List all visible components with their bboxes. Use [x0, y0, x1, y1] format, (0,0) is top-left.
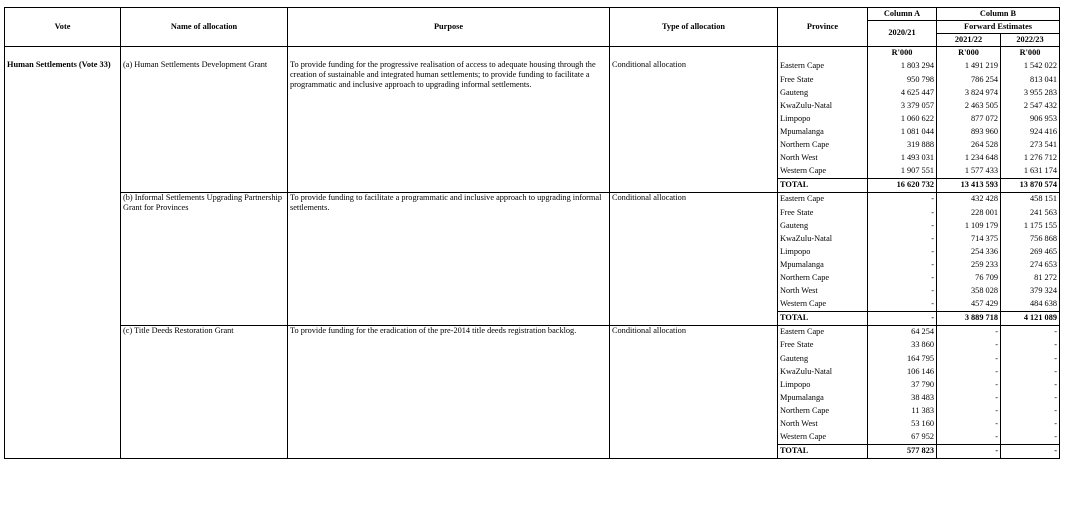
value-2020-21: - [868, 298, 937, 312]
header-forward-estimates: Forward Estimates [937, 21, 1060, 34]
value-2020-21: - [868, 232, 937, 245]
province-name: North West [778, 418, 868, 431]
province-name: Mpumalanga [778, 258, 868, 271]
value-2022-23: 924 416 [1001, 125, 1060, 138]
province-name: Free State [778, 206, 868, 219]
province-name: Limpopo [778, 112, 868, 125]
header-province: Province [778, 8, 868, 47]
header-vote: Vote [5, 8, 121, 47]
province-name: Gauteng [778, 352, 868, 365]
value-2021-22: 358 028 [937, 285, 1001, 298]
province-name: Northern Cape [778, 139, 868, 152]
value-2022-23: 269 465 [1001, 245, 1060, 258]
value-2022-23: 273 541 [1001, 139, 1060, 152]
province-name: Mpumalanga [778, 125, 868, 138]
value-2022-23: 1 631 174 [1001, 165, 1060, 179]
value-2020-21: 64 254 [868, 325, 937, 339]
unit-label: R'000 [1001, 47, 1060, 61]
value-2020-21: 37 790 [868, 378, 937, 391]
province-name: Northern Cape [778, 404, 868, 417]
value-2020-21: 33 860 [868, 339, 937, 352]
allocation-name: (b) Informal Settlements Upgrading Partnership Grant for Provinces [121, 192, 288, 325]
value-2022-23: 756 868 [1001, 232, 1060, 245]
value-2022-23: 1 542 022 [1001, 60, 1060, 73]
allocation-purpose: To provide funding to facilitate a programmatic and inclusive approach to upgrading informal settlements. [288, 192, 610, 325]
value-2022-23: 1 276 712 [1001, 152, 1060, 165]
province-name: Western Cape [778, 431, 868, 445]
value-2022-23: - [1001, 325, 1060, 339]
value-2021-22: - [937, 339, 1001, 352]
province-name: Gauteng [778, 86, 868, 99]
value-2021-22: 2 463 505 [937, 99, 1001, 112]
value-2021-22: 877 072 [937, 112, 1001, 125]
province-name: Eastern Cape [778, 60, 868, 73]
allocation-type: Conditional allocation [610, 192, 778, 325]
province-name: North West [778, 152, 868, 165]
value-2022-23: 458 151 [1001, 192, 1060, 206]
value-2021-22: 3 889 718 [937, 311, 1001, 325]
value-2021-22: 457 429 [937, 298, 1001, 312]
value-2021-22: 1 234 648 [937, 152, 1001, 165]
value-2022-23: 813 041 [1001, 73, 1060, 86]
value-2022-23: - [1001, 404, 1060, 417]
value-2022-23: 906 953 [1001, 112, 1060, 125]
value-2022-23: - [1001, 365, 1060, 378]
allocation-table [4, 7, 1060, 459]
value-2020-21: 67 952 [868, 431, 937, 445]
province-name: Western Cape [778, 165, 868, 179]
province-name: Eastern Cape [778, 325, 868, 339]
allocation-purpose: To provide funding for the eradication of the pre-2014 title deeds registration backlog. [288, 325, 610, 458]
value-2020-21: - [868, 245, 937, 258]
province-name: North West [778, 285, 868, 298]
value-2021-22: - [937, 404, 1001, 417]
unit-label: R'000 [868, 47, 937, 61]
value-2022-23: 13 870 574 [1001, 178, 1060, 192]
value-2022-23: - [1001, 352, 1060, 365]
value-2021-22: - [937, 365, 1001, 378]
value-2021-22: 259 233 [937, 258, 1001, 271]
province-name: Gauteng [778, 219, 868, 232]
header-year-2020-21: 2020/21 [868, 21, 937, 47]
value-2021-22: 3 824 974 [937, 86, 1001, 99]
value-2020-21: 1 060 622 [868, 112, 937, 125]
value-2022-23: 1 175 155 [1001, 219, 1060, 232]
units-row [5, 47, 1060, 61]
value-2020-21: 1 081 044 [868, 125, 937, 138]
value-2022-23: 379 324 [1001, 285, 1060, 298]
value-2021-22: - [937, 325, 1001, 339]
value-2020-21: 319 888 [868, 139, 937, 152]
value-2021-22: 13 413 593 [937, 178, 1001, 192]
header-column-a: Column A [868, 8, 937, 21]
value-2020-21: 1 907 551 [868, 165, 937, 179]
province-row [5, 192, 1060, 206]
unit-label: R'000 [937, 47, 1001, 61]
value-2022-23: - [1001, 444, 1060, 458]
value-2020-21: - [868, 206, 937, 219]
allocation-type: Conditional allocation [610, 325, 778, 458]
value-2022-23: 484 638 [1001, 298, 1060, 312]
province-name: Free State [778, 73, 868, 86]
allocation-type: Conditional allocation [610, 60, 778, 192]
value-2020-21: - [868, 285, 937, 298]
value-2022-23: - [1001, 418, 1060, 431]
value-2020-21: 1 493 031 [868, 152, 937, 165]
value-2020-21: - [868, 272, 937, 285]
total-label: TOTAL [778, 311, 868, 325]
value-2021-22: 254 336 [937, 245, 1001, 258]
value-2020-21: 950 798 [868, 73, 937, 86]
province-name: Free State [778, 339, 868, 352]
value-2022-23: - [1001, 339, 1060, 352]
allocation-name: (a) Human Settlements Development Grant [121, 60, 288, 192]
total-label: TOTAL [778, 178, 868, 192]
value-2022-23: 241 563 [1001, 206, 1060, 219]
value-2021-22: - [937, 391, 1001, 404]
value-2020-21: - [868, 219, 937, 232]
province-name: Limpopo [778, 378, 868, 391]
value-2021-22: 76 709 [937, 272, 1001, 285]
province-name: KwaZulu-Natal [778, 99, 868, 112]
value-2020-21: 11 383 [868, 404, 937, 417]
province-row [5, 325, 1060, 339]
allocation-document [4, 7, 1060, 459]
value-2020-21: 164 795 [868, 352, 937, 365]
value-2022-23: 4 121 089 [1001, 311, 1060, 325]
value-2020-21: 577 823 [868, 444, 937, 458]
province-name: Western Cape [778, 298, 868, 312]
value-2021-22: - [937, 418, 1001, 431]
value-2021-22: - [937, 431, 1001, 445]
value-2021-22: 264 528 [937, 139, 1001, 152]
header-column-b: Column B [937, 8, 1060, 21]
value-2020-21: 106 146 [868, 365, 937, 378]
value-2021-22: 228 001 [937, 206, 1001, 219]
province-name: Eastern Cape [778, 192, 868, 206]
value-2021-22: 714 375 [937, 232, 1001, 245]
province-name: Mpumalanga [778, 391, 868, 404]
total-label: TOTAL [778, 444, 868, 458]
header-type-of-allocation: Type of allocation [610, 8, 778, 47]
header-name-of-allocation: Name of allocation [121, 8, 288, 47]
value-2021-22: 1 109 179 [937, 219, 1001, 232]
province-name: Northern Cape [778, 272, 868, 285]
province-name: KwaZulu-Natal [778, 365, 868, 378]
value-2021-22: 893 960 [937, 125, 1001, 138]
value-2022-23: 2 547 432 [1001, 99, 1060, 112]
allocation-name: (c) Title Deeds Restoration Grant [121, 325, 288, 458]
vote-cell: Human Settlements (Vote 33) [5, 60, 121, 458]
allocation-table-body [5, 47, 1060, 459]
value-2020-21: 3 379 057 [868, 99, 937, 112]
header-year-2022-23: 2022/23 [1001, 34, 1060, 47]
value-2020-21: - [868, 258, 937, 271]
value-2021-22: - [937, 378, 1001, 391]
province-row [5, 60, 1060, 73]
header-purpose: Purpose [288, 8, 610, 47]
header-year-2021-22: 2021/22 [937, 34, 1001, 47]
value-2022-23: 274 653 [1001, 258, 1060, 271]
value-2021-22: - [937, 444, 1001, 458]
value-2022-23: 81 272 [1001, 272, 1060, 285]
value-2022-23: - [1001, 378, 1060, 391]
province-name: Limpopo [778, 245, 868, 258]
value-2020-21: - [868, 311, 937, 325]
value-2022-23: 3 955 283 [1001, 86, 1060, 99]
value-2022-23: - [1001, 431, 1060, 445]
value-2022-23: - [1001, 391, 1060, 404]
province-name: KwaZulu-Natal [778, 232, 868, 245]
value-2020-21: 53 160 [868, 418, 937, 431]
allocation-purpose: To provide funding for the progressive realisation of access to adequate housing through the creation of sustainable and integrated human settlements; to provide funding to facilitate a programmatic and inclusive approach to upgrading informal settlements. [288, 60, 610, 192]
value-2020-21: 38 483 [868, 391, 937, 404]
value-2020-21: 1 803 294 [868, 60, 937, 73]
value-2021-22: 432 428 [937, 192, 1001, 206]
value-2020-21: 16 620 732 [868, 178, 937, 192]
value-2021-22: 1 577 433 [937, 165, 1001, 179]
value-2020-21: - [868, 192, 937, 206]
value-2021-22: 1 491 219 [937, 60, 1001, 73]
value-2021-22: - [937, 352, 1001, 365]
value-2021-22: 786 254 [937, 73, 1001, 86]
value-2020-21: 4 625 447 [868, 86, 937, 99]
